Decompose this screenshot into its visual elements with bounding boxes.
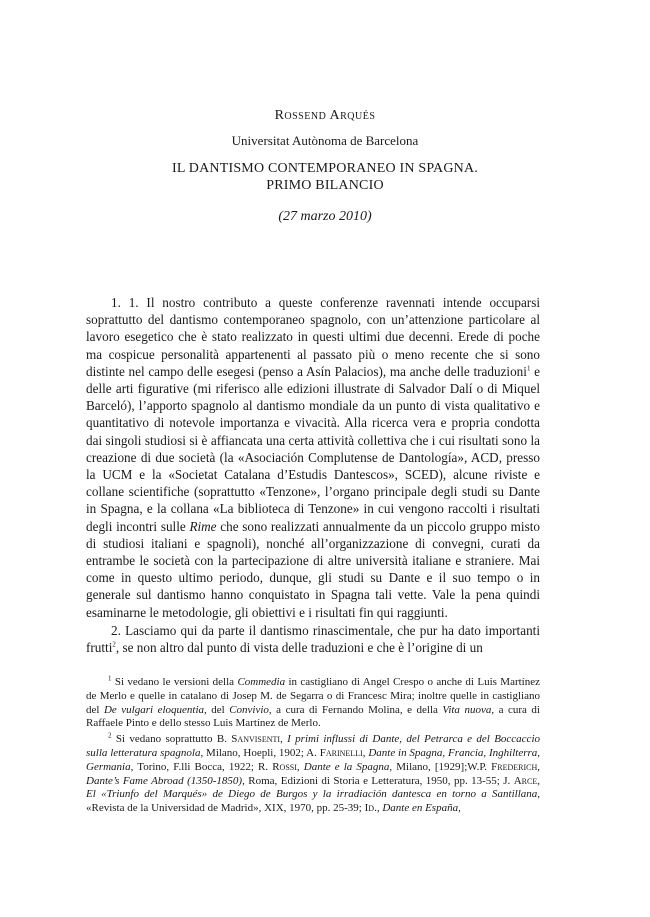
footnote-2-author: Arce bbox=[513, 774, 538, 787]
paragraph-2-text-a: 2. Lasciamo qui da parte il dantismo rinascimentale, che pur ha dato importanti frutti bbox=[86, 623, 540, 656]
footnote-2-text: ., bbox=[374, 802, 383, 815]
footnote-1-text: , a cura di Fernando Molina, e della bbox=[268, 703, 443, 716]
footnote-2-title: Dante en España bbox=[382, 802, 459, 815]
footnote-2-text: , Milano, [1929];W.P. bbox=[389, 760, 492, 773]
footnote-1-text: , del bbox=[204, 703, 230, 716]
footnote-2-text: , Milano, Hoepli, 1902; A. bbox=[200, 746, 320, 759]
paragraph-1-text-b: e delle arti figurative (mi riferisco alle edizioni illustrate di Salvador Dalí o di Miquel Barceló), l’apporto spagnolo al dantismo mondiale da un punto di vista qualitativo e quantitativo di notevole importanza e vivacità. Alla ricerca vera e propria condotta dai singoli studiosi si è affiancata una certa attività collettiva che i cui risultati sono la creazione di due società (la «Asociación Complutense de Dantología», ACD, presso la UCM e la «Societat Catalana d’Estudis Dantescos», SCED), alcune riviste e collane scientifiche (soprattutto «Tenzone», l’organo principale degli studi su Dante in Spagna, e la collana «La biblioteca di Tenzone» in cui vengono raccolti i risultati degli incontri sulle bbox=[86, 363, 540, 534]
footnote-2-text: , «Revista de la Universidad de Madrid», XIX, 1970, pp. 25-39; bbox=[86, 788, 540, 815]
footnote-2-title: Dante’s Fame Abroad (1350-1850) bbox=[86, 774, 243, 787]
footnote-2-text: , bbox=[458, 802, 461, 815]
footnote-2-author: Farinelli bbox=[319, 746, 363, 759]
footnote-2-title: El «Triunfo del Marqués» de Diego de Burgos y la irradiación dantesca en torno a Santillana bbox=[86, 788, 538, 801]
article-title bbox=[0, 160, 650, 194]
footnote-2-text: , bbox=[296, 760, 304, 773]
rime-title: Rime bbox=[189, 518, 217, 534]
footnote-1-title: Vita nuova bbox=[442, 703, 492, 716]
footnotes bbox=[86, 676, 540, 816]
paragraph-1-text-c: che sono realizzati annualmente da un piccolo gruppo misto di studiosi italiani e spagnoli), nonché all’organizzazione di convegni, curati da entrambe le società con la partecipazione di altre università italiane e straniere. Mai come in questo ultimo periodo, dunque, gli studi su Dante e il suo tempo o in generale sul dantismo hanno conquistato in Spagna tali vette. Vale la pena quindi esaminarne le metodologie, gli obiettivi e i risultati fin qui raggiunti. bbox=[86, 518, 540, 620]
footnote-1-text: , a cura di Raffaele Pinto e dello stesso Luis Martínez de Merlo. bbox=[86, 703, 540, 730]
author-affiliation: Universitat Autònoma de Barcelona bbox=[231, 133, 419, 148]
paragraph-2-text-b: , se non altro dal punto di vista delle traduzioni e che è l’origine di un bbox=[115, 640, 483, 656]
paragraph-1 bbox=[86, 294, 540, 621]
footnote-2-title: Dante e la Spagna bbox=[303, 760, 390, 773]
footnote-2-author: Sanvisenti bbox=[231, 733, 281, 746]
footnote-2-number: 2 bbox=[108, 731, 112, 740]
title-line-1: IL DANTISMO CONTEMPORANEO IN SPAGNA. bbox=[171, 161, 478, 176]
article-date: (27 marzo 2010) bbox=[278, 209, 372, 224]
footnote-2-author: Rossi bbox=[272, 760, 297, 773]
footnote-2-text: , bbox=[280, 733, 288, 746]
footnote-1-number: 1 bbox=[108, 674, 112, 683]
footnote-2-author: Id bbox=[364, 802, 375, 815]
footnote-2-text: , Torino, F.lli Bocca, 1922; R. bbox=[130, 760, 273, 773]
author-name: Rossend Arqués bbox=[274, 108, 376, 123]
paragraph-1-text-a: 1. 1. Il nostro contributo a queste conferenze ravennati intende occuparsi soprattutto del dantismo contemporaneo spagnolo, con un’attenzione particolare al lavoro esegetico che è stato realizzato in questi ultimi due decenni. Erede di poche ma cospicue personalità appartenenti al passato più o meno recente che si sono distinte nel campo delle esegesi (penso a Asín Palacios), ma anche delle traduzioni bbox=[86, 295, 540, 379]
footnote-1-title: De vulgari eloquentia bbox=[103, 703, 204, 716]
footnote-1-text: in castigliano di Angel Crespo o anche di Luis Martínez de Merlo e quelle in catalano di Josep M. de Segarra o di Francesc Mira; inoltre quelle in castigliano del bbox=[86, 676, 540, 716]
footnote-1-title: Convivio bbox=[229, 703, 269, 716]
footnote-ref-1[interactable]: 1 bbox=[526, 364, 531, 373]
footnote-1-text: Si vedano le versioni della bbox=[111, 676, 238, 688]
title-line-2: PRIMO BILANCIO bbox=[266, 178, 384, 193]
footnote-1-title: Commedia bbox=[237, 676, 286, 688]
footnote-2-text: , bbox=[537, 774, 540, 787]
footnote-2 bbox=[86, 733, 540, 816]
footnote-1 bbox=[86, 676, 540, 731]
footnote-2-title: I primi influssi di Dante, del Petrarca e del Boccaccio sulla letteratura spagnola bbox=[86, 733, 540, 759]
footnote-2-text: , bbox=[537, 760, 540, 773]
footnote-2-title: Dante in Spagna, Francia, Inghilterra, Germania bbox=[86, 746, 541, 773]
footnote-ref-2[interactable]: 2 bbox=[112, 640, 116, 649]
paragraph-2 bbox=[86, 622, 540, 656]
footnote-2-author: Frederich bbox=[491, 760, 538, 773]
footnote-2-text: , bbox=[362, 746, 369, 759]
footnote-2-text: Si vedano soprattutto B. bbox=[111, 733, 232, 746]
footnote-2-text: , Roma, Edizioni di Storia e Letteratura, 1950, pp. 13-55; J. bbox=[242, 774, 514, 787]
